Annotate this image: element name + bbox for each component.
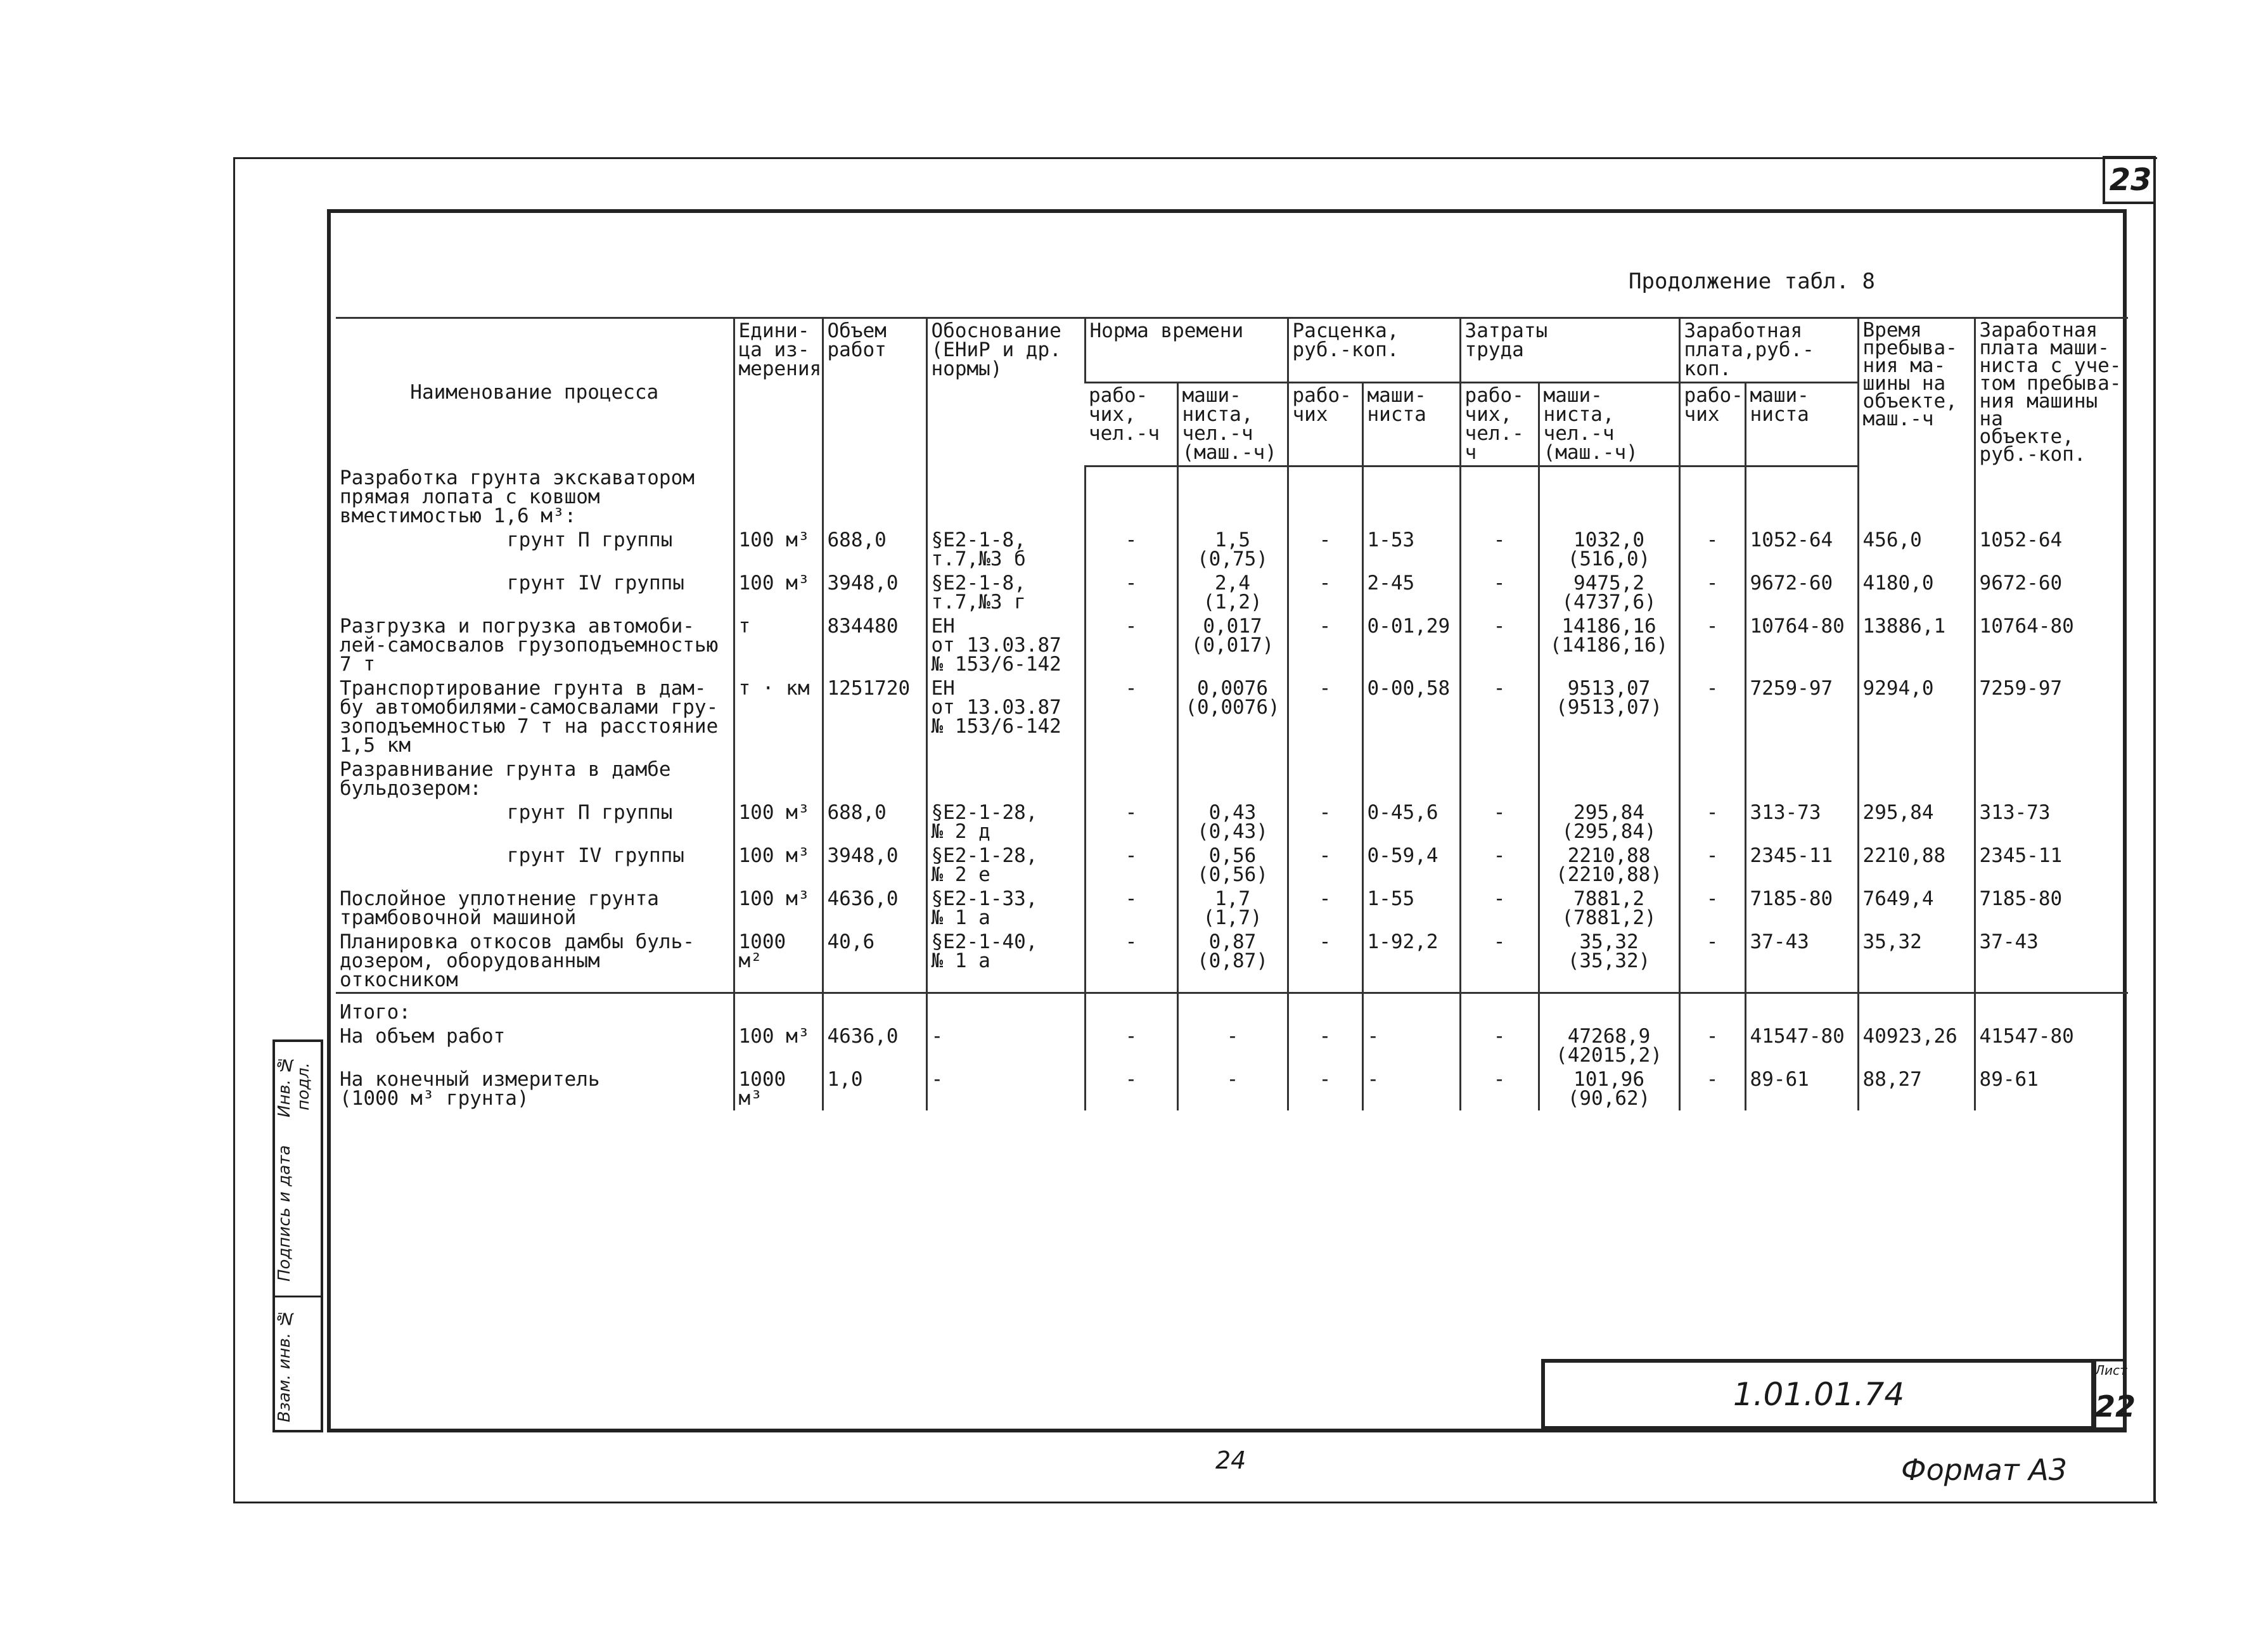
table-row bbox=[336, 887, 2128, 930]
gap-cell bbox=[926, 993, 1085, 1001]
cell-ld: 7881,2 (7881,2) bbox=[1539, 887, 1679, 930]
cell-sd: 2345-11 bbox=[1745, 844, 1858, 887]
cell-unit bbox=[734, 1000, 823, 1024]
cell-nd bbox=[1177, 466, 1288, 528]
cell-rw bbox=[1288, 1000, 1362, 1024]
cell-process-name: Планировка откосов дамбы буль- дозером, оборудованным откосником bbox=[340, 930, 695, 991]
table-row bbox=[336, 844, 2128, 887]
cell-nd: - bbox=[1177, 1067, 1288, 1110]
cell-sws bbox=[1975, 1000, 2128, 1024]
cell-rw bbox=[1288, 466, 1362, 528]
gap-cell bbox=[1745, 993, 1858, 1001]
cell-stay: 13886,1 bbox=[1858, 614, 1975, 676]
cell-unit: 100 м³ bbox=[734, 887, 823, 930]
cell-stay bbox=[1858, 466, 1975, 528]
totals-row bbox=[336, 1024, 2128, 1067]
cell-basis bbox=[926, 757, 1085, 801]
header-labor-driver: маши- ниста, чел.-ч (маш.-ч) bbox=[1539, 382, 1679, 466]
gap-cell bbox=[1975, 993, 2128, 1001]
cell-unit bbox=[734, 466, 823, 528]
cell-sws: 7185-80 bbox=[1975, 887, 2128, 930]
cell-sw: - bbox=[1679, 801, 1745, 844]
cell-sws: 89-61 bbox=[1975, 1067, 2128, 1110]
table-row bbox=[336, 801, 2128, 844]
cell-stay bbox=[1858, 757, 1975, 801]
cell-sws bbox=[1975, 466, 2128, 528]
table-totals bbox=[336, 993, 2128, 1111]
cell-unit: 100 м³ bbox=[734, 1024, 823, 1067]
cell-basis: - bbox=[926, 1067, 1085, 1110]
side-stamp bbox=[272, 1039, 323, 1432]
cell-sw: - bbox=[1679, 571, 1745, 614]
cell-ld bbox=[1539, 1000, 1679, 1024]
cell-lw: - bbox=[1460, 528, 1539, 571]
cell-stay: 4180,0 bbox=[1858, 571, 1975, 614]
cell-lw: - bbox=[1460, 1024, 1539, 1067]
cell-sw bbox=[1679, 757, 1745, 801]
cell-process-name: На объем работ bbox=[340, 1025, 506, 1048]
cell-nd: 0,87 (0,87) bbox=[1177, 930, 1288, 993]
cell-sw: - bbox=[1679, 1024, 1745, 1067]
cell-process-name: Разгрузка и погрузка автомоби- лей-самосвалов грузоподъемностью 7 т bbox=[340, 615, 719, 676]
cell-lw: - bbox=[1460, 614, 1539, 676]
cell-basis bbox=[926, 466, 1085, 528]
cell-rw: - bbox=[1288, 614, 1362, 676]
cell-nd bbox=[1177, 757, 1288, 801]
cell-sws: 37-43 bbox=[1975, 930, 2128, 993]
cell-sd: 9672-60 bbox=[1745, 571, 1858, 614]
cell-process-name: Послойное уплотнение грунта трамбовочной машиной bbox=[340, 887, 659, 929]
gap-cell bbox=[1288, 993, 1362, 1001]
cell-volume: 688,0 bbox=[823, 801, 926, 844]
table-caption: Продолжение табл. 8 bbox=[1629, 269, 1875, 294]
table-row bbox=[336, 614, 2128, 676]
cell-lw: - bbox=[1460, 930, 1539, 993]
gap-cell bbox=[1460, 993, 1539, 1001]
cell-sd: 313-73 bbox=[1745, 801, 1858, 844]
cell-volume: 1,0 bbox=[823, 1067, 926, 1110]
cell-volume: 40,6 bbox=[823, 930, 926, 993]
cell-stay: 295,84 bbox=[1858, 801, 1975, 844]
header-stay-time: Время пребыва- ния ма- шины на объекте, маш.-ч bbox=[1858, 318, 1975, 466]
cell-ld: 101,96 (90,62) bbox=[1539, 1067, 1679, 1110]
cell-lw: - bbox=[1460, 571, 1539, 614]
cell-stay: 456,0 bbox=[1858, 528, 1975, 571]
cell-sws bbox=[1975, 757, 2128, 801]
cell-sw bbox=[1679, 1000, 1745, 1024]
cell-rd bbox=[1362, 1000, 1460, 1024]
cell-lw: - bbox=[1460, 844, 1539, 887]
cell-rw bbox=[1288, 757, 1362, 801]
header-volume: Объем работ bbox=[823, 318, 926, 466]
table-row bbox=[336, 757, 2128, 801]
cell-process-name: грунт П группы bbox=[507, 801, 673, 824]
cell-process-name: Разработка грунта экскаватором прямая лопата с ковшом вместимостью 1,6 м³: bbox=[340, 466, 695, 527]
cell-lw bbox=[1460, 466, 1539, 528]
cell-stay: 2210,88 bbox=[1858, 844, 1975, 887]
cell-unit: 100 м³ bbox=[734, 844, 823, 887]
cell-nw: - bbox=[1085, 1067, 1177, 1110]
work-process-table bbox=[336, 317, 2128, 1110]
cell-volume bbox=[823, 466, 926, 528]
cell-ld: 2210,88 (2210,88) bbox=[1539, 844, 1679, 887]
cell-ld: 9475,2 (4737,6) bbox=[1539, 571, 1679, 614]
cell-nw: - bbox=[1085, 801, 1177, 844]
cell-volume: 4636,0 bbox=[823, 887, 926, 930]
cell-volume: 3948,0 bbox=[823, 571, 926, 614]
cell-ld: 35,32 (35,32) bbox=[1539, 930, 1679, 993]
header-rate: Расценка, руб.-коп. bbox=[1288, 318, 1460, 383]
cell-lw bbox=[1460, 757, 1539, 801]
sheet-format: Формат А3 bbox=[1901, 1453, 2067, 1487]
cell-stay: 40923,26 bbox=[1858, 1024, 1975, 1067]
cell-ld: 14186,16 (14186,16) bbox=[1539, 614, 1679, 676]
cell-unit: 1000 м² bbox=[734, 930, 823, 993]
cell-sd bbox=[1745, 757, 1858, 801]
header-salary-workers: рабо- чих bbox=[1679, 382, 1745, 466]
title-block-code: 1.01.01.74 bbox=[1541, 1359, 2096, 1430]
table-row bbox=[336, 930, 2128, 993]
cell-sw: - bbox=[1679, 676, 1745, 757]
cell-lw: - bbox=[1460, 801, 1539, 844]
cell-sd bbox=[1745, 1000, 1858, 1024]
cell-ld: 9513,07 (9513,07) bbox=[1539, 676, 1679, 757]
gap-cell bbox=[1679, 993, 1745, 1001]
cell-nw bbox=[1085, 1000, 1177, 1024]
cell-basis: ЕН от 13.03.87 № 153/6-142 bbox=[926, 676, 1085, 757]
cell-ld bbox=[1539, 757, 1679, 801]
gap-cell bbox=[1177, 993, 1288, 1001]
cell-rw: - bbox=[1288, 887, 1362, 930]
header-rate-driver: маши- ниста bbox=[1362, 382, 1460, 466]
cell-nd: 2,4 (1,2) bbox=[1177, 571, 1288, 614]
cell-basis bbox=[926, 1000, 1085, 1024]
cell-rw: - bbox=[1288, 571, 1362, 614]
cell-nd: - bbox=[1177, 1024, 1288, 1067]
cell-volume bbox=[823, 757, 926, 801]
cell-nw: - bbox=[1085, 887, 1177, 930]
cell-unit: т bbox=[734, 614, 823, 676]
cell-nd: 1,7 (1,7) bbox=[1177, 887, 1288, 930]
cell-stay: 7649,4 bbox=[1858, 887, 1975, 930]
cell-rw: - bbox=[1288, 676, 1362, 757]
cell-sd: 37-43 bbox=[1745, 930, 1858, 993]
cell-nd: 0,43 (0,43) bbox=[1177, 801, 1288, 844]
cell-sws: 2345-11 bbox=[1975, 844, 2128, 887]
cell-lw: - bbox=[1460, 676, 1539, 757]
cell-process-name: Транспортирование грунта в дам- бу автомобилями-самосвалами гру- зоподъемностью 7 т на расстояние 1,5 км bbox=[340, 677, 719, 757]
cell-nw: - bbox=[1085, 614, 1177, 676]
cell-process-name: грунт IV группы bbox=[507, 844, 684, 867]
cell-sd: 7185-80 bbox=[1745, 887, 1858, 930]
cell-volume: 3948,0 bbox=[823, 844, 926, 887]
cell-ld bbox=[1539, 466, 1679, 528]
cell-rd bbox=[1362, 466, 1460, 528]
cell-sw: - bbox=[1679, 1067, 1745, 1110]
cell-nw: - bbox=[1085, 571, 1177, 614]
cell-unit: 100 м³ bbox=[734, 571, 823, 614]
cell-nd bbox=[1177, 1000, 1288, 1024]
title-block-sheet bbox=[2091, 1359, 2136, 1430]
cell-sw bbox=[1679, 466, 1745, 528]
gap-cell bbox=[1858, 993, 1975, 1001]
bottom-page-number: 24 bbox=[1215, 1446, 1246, 1474]
header-labor: Затраты труда bbox=[1460, 318, 1679, 383]
cell-unit: 100 м³ bbox=[734, 528, 823, 571]
cell-process-name: грунт П группы bbox=[507, 529, 673, 551]
cell-sws: 10764-80 bbox=[1975, 614, 2128, 676]
cell-nd: 1,5 (0,75) bbox=[1177, 528, 1288, 571]
cell-basis: §Е2-1-33, № 1 а bbox=[926, 887, 1085, 930]
cell-basis: ЕН от 13.03.87 № 153/6-142 bbox=[926, 614, 1085, 676]
cell-sw: - bbox=[1679, 930, 1745, 993]
header-basis: Обоснование (ЕНиР и др. нормы) bbox=[926, 318, 1085, 466]
totals-row bbox=[336, 1000, 2128, 1024]
cell-sd: 7259-97 bbox=[1745, 676, 1858, 757]
cell-unit: 100 м³ bbox=[734, 801, 823, 844]
cell-sw: - bbox=[1679, 614, 1745, 676]
cell-rd: 2-45 bbox=[1362, 571, 1460, 614]
cell-sws: 7259-97 bbox=[1975, 676, 2128, 757]
header-process: Наименование процесса bbox=[336, 318, 734, 466]
cell-rd: - bbox=[1362, 1067, 1460, 1110]
cell-nd: 0,56 (0,56) bbox=[1177, 844, 1288, 887]
header-salary-driver: маши- ниста bbox=[1745, 382, 1858, 466]
cell-process-name: Разравнивание грунта в дамбе бульдозером: bbox=[340, 758, 671, 800]
side-stamp-inv: Инв. № подл. bbox=[275, 1055, 313, 1118]
cell-stay bbox=[1858, 1000, 1975, 1024]
cell-rw: - bbox=[1288, 844, 1362, 887]
cell-basis: §Е2-1-28, № 2 д bbox=[926, 801, 1085, 844]
cell-unit bbox=[734, 757, 823, 801]
table-body bbox=[336, 466, 2128, 993]
cell-volume: 834480 bbox=[823, 614, 926, 676]
cell-basis: - bbox=[926, 1024, 1085, 1067]
gap-cell bbox=[823, 993, 926, 1001]
cell-nw: - bbox=[1085, 1024, 1177, 1067]
cell-process-name: На конечный измеритель (1000 м³ грунта) bbox=[340, 1068, 600, 1110]
cell-rd: 0-45,6 bbox=[1362, 801, 1460, 844]
cell-unit: т · км bbox=[734, 676, 823, 757]
cell-volume bbox=[823, 1000, 926, 1024]
cell-lw bbox=[1460, 1000, 1539, 1024]
cell-rd: 0-00,58 bbox=[1362, 676, 1460, 757]
cell-rd: 1-92,2 bbox=[1362, 930, 1460, 993]
cell-stay: 35,32 bbox=[1858, 930, 1975, 993]
title-block-sheet-number: 22 bbox=[2095, 1389, 2136, 1424]
table-row bbox=[336, 528, 2128, 571]
cell-volume: 1251720 bbox=[823, 676, 926, 757]
header-time-norm: Норма времени bbox=[1085, 318, 1288, 383]
gap-cell bbox=[336, 993, 734, 1001]
cell-stay: 88,27 bbox=[1858, 1067, 1975, 1110]
gap-cell bbox=[1085, 993, 1177, 1001]
title-block-sheet-label: Лист bbox=[2095, 1363, 2127, 1378]
cell-stay: 9294,0 bbox=[1858, 676, 1975, 757]
cell-sd bbox=[1745, 466, 1858, 528]
cell-sws: 41547-80 bbox=[1975, 1024, 2128, 1067]
cell-sd: 89-61 bbox=[1745, 1067, 1858, 1110]
cell-sd: 10764-80 bbox=[1745, 614, 1858, 676]
header-labor-workers: рабо- чих, чел.-ч bbox=[1460, 382, 1539, 466]
cell-sd: 41547-80 bbox=[1745, 1024, 1858, 1067]
cell-rw: - bbox=[1288, 1067, 1362, 1110]
header-salary-with-stay: Заработная плата маши- ниста с уче- том пребыва- ния машины на объекте, руб.-коп. bbox=[1975, 318, 2128, 466]
gap-cell bbox=[1539, 993, 1679, 1001]
cell-rw: - bbox=[1288, 930, 1362, 993]
cell-lw: - bbox=[1460, 887, 1539, 930]
cell-unit: 1000 м³ bbox=[734, 1067, 823, 1110]
header-rate-workers: рабо- чих bbox=[1288, 382, 1362, 466]
header-time-norm-driver: маши- ниста, чел.-ч (маш.-ч) bbox=[1177, 382, 1288, 466]
cell-volume: 4636,0 bbox=[823, 1024, 926, 1067]
side-stamp-replace: Взам. инв. № bbox=[275, 1296, 323, 1432]
cell-rd: 1-53 bbox=[1362, 528, 1460, 571]
cell-basis: §Е2-1-8, т.7,№3 б bbox=[926, 528, 1085, 571]
cell-sw: - bbox=[1679, 528, 1745, 571]
cell-lw: - bbox=[1460, 1067, 1539, 1110]
cell-sw: - bbox=[1679, 887, 1745, 930]
cell-rd bbox=[1362, 757, 1460, 801]
header-salary: Заработная плата,руб.-коп. bbox=[1679, 318, 1858, 383]
cell-sws: 9672-60 bbox=[1975, 571, 2128, 614]
gap-cell bbox=[1362, 993, 1460, 1001]
outer-sheet-right-edge bbox=[2153, 157, 2156, 1503]
cell-nw: - bbox=[1085, 528, 1177, 571]
cell-rw: - bbox=[1288, 801, 1362, 844]
cell-rd: 0-59,4 bbox=[1362, 844, 1460, 887]
cell-nw: - bbox=[1085, 676, 1177, 757]
cell-nd: 0,0076 (0,0076) bbox=[1177, 676, 1288, 757]
cell-rw: - bbox=[1288, 1024, 1362, 1067]
sheet-number: 23 bbox=[2103, 156, 2156, 204]
cell-nw bbox=[1085, 466, 1177, 528]
side-stamp-sign: Подпись и дата bbox=[275, 1131, 323, 1297]
cell-volume: 688,0 bbox=[823, 528, 926, 571]
cell-ld: 295,84 (295,84) bbox=[1539, 801, 1679, 844]
table-row bbox=[336, 676, 2128, 757]
cell-ld: 47268,9 (42015,2) bbox=[1539, 1024, 1679, 1067]
cell-rd: 0-01,29 bbox=[1362, 614, 1460, 676]
cell-nw bbox=[1085, 757, 1177, 801]
cell-nw: - bbox=[1085, 930, 1177, 993]
cell-sws: 313-73 bbox=[1975, 801, 2128, 844]
cell-rd: - bbox=[1362, 1024, 1460, 1067]
totals-row bbox=[336, 1067, 2128, 1110]
cell-sd: 1052-64 bbox=[1745, 528, 1858, 571]
cell-basis: §Е2-1-40, № 1 а bbox=[926, 930, 1085, 993]
cell-nw: - bbox=[1085, 844, 1177, 887]
cell-process-name: Итого: bbox=[340, 1001, 411, 1024]
cell-sw: - bbox=[1679, 844, 1745, 887]
cell-rd: 1-55 bbox=[1362, 887, 1460, 930]
gap-cell bbox=[734, 993, 823, 1001]
cell-sws: 1052-64 bbox=[1975, 528, 2128, 571]
table-row bbox=[336, 466, 2128, 528]
cell-process-name: грунт IV группы bbox=[507, 572, 684, 595]
table-gap-row bbox=[336, 993, 2128, 1001]
cell-nd: 0,017 (0,017) bbox=[1177, 614, 1288, 676]
table-header bbox=[336, 318, 2128, 466]
cell-basis: §Е2-1-28, № 2 е bbox=[926, 844, 1085, 887]
header-unit: Едини- ца из- мерения bbox=[734, 318, 823, 466]
cell-basis: §Е2-1-8, т.7,№3 г bbox=[926, 571, 1085, 614]
header-time-norm-workers: рабо- чих, чел.-ч bbox=[1085, 382, 1177, 466]
cell-rw: - bbox=[1288, 528, 1362, 571]
table-row bbox=[336, 571, 2128, 614]
cell-ld: 1032,0 (516,0) bbox=[1539, 528, 1679, 571]
